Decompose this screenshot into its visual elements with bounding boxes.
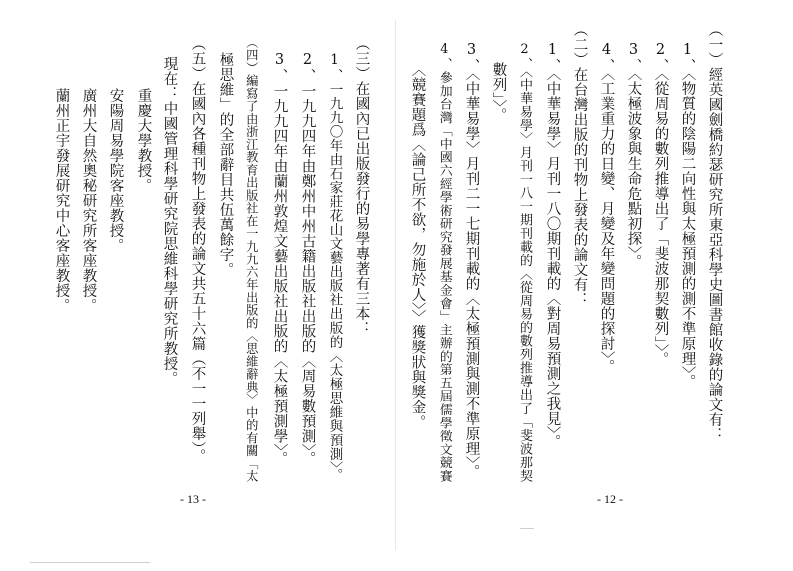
text-column: 4、參加台灣「中國六經學術研究發展基金會」主辦的第五屆儒學徵文競賽 [436,42,452,483]
text-column: 3、〈太極波象與生命危點初探〉。 [625,42,642,269]
text-column: 安陽周易學院客座教授。 [107,88,124,253]
text-column: 2、〈中華易學〉月刊一八一期刊載的〈從周易的數列推導出了「斐波那契 [516,42,532,483]
scan-artifact [30,562,150,563]
text-column: 3、一九九四年由蘭州敦煌文藝出版社出版的〈太極預測學〉。 [271,52,288,467]
page-number: - 13 - [180,492,206,506]
text-column: （二）在台灣出版的刊物上發表的論文有： [571,22,588,307]
text-column: 2、一九九四年由鄭州中州古籍出版社出版的〈周易數預測〉。 [299,52,316,467]
text-column: （一）經英國劍橋約瑟研究所東亞科學史圖書館收錄的論文有： [706,22,723,442]
text-column: 3、〈中華易學〉月刊二一七期刊載的〈太極預測與測不準原理〉。 [463,42,480,479]
page-13 [0,0,396,571]
text-column: 2、〈從周易的數列推導出了「斐波那契數列」〉。 [652,42,669,367]
text-column: （四）編寫了由浙江教育出版社在一九九六年出版的〈思維辭典〉中的有關「太 [244,36,259,483]
text-column: 1、〈物質的陰陽二向性與太極預測的測不準原理〉。 [679,42,696,389]
text-column: 蘭州正宇發展研究中心客座教授。 [53,88,70,313]
page-number: - 12 - [597,492,623,506]
text-column: 現在：中國管理科學研究院思維科學研究所教授。 [161,56,178,386]
text-column: 4、〈工業重力的日變、月變及年變問題的探討〉。 [598,42,615,374]
text-column: 〈競賽題爲〈論己所不欲，勿施於人〉〉獲獎狀與獎金。 [409,62,426,430]
text-column: 數列」〉。 [490,62,507,123]
text-column: 1、一九九〇年由石家莊花山文藝出版社出版的〈太極思維與預測〉。 [326,52,343,483]
gutter-divider [395,20,396,550]
page-12 [397,0,793,571]
text-column: 1、〈中華易學〉月刊一八〇期刊載的〈對周易預測之我見〉。 [544,42,561,449]
text-column: 極思維」的全部辭目共伍萬餘字。 [217,52,234,277]
text-column: （五）在國內各種刊物上發表的論文共五十六篇（不一一列舉）。 [189,36,206,464]
text-column: （三）在國內已出版發行的易學專著有三本： [353,36,370,336]
text-column: 廣州大自然奧秘研究所客座教授。 [80,88,97,313]
scan-artifact [520,528,534,529]
text-column: 重慶大學教授。 [135,88,152,193]
